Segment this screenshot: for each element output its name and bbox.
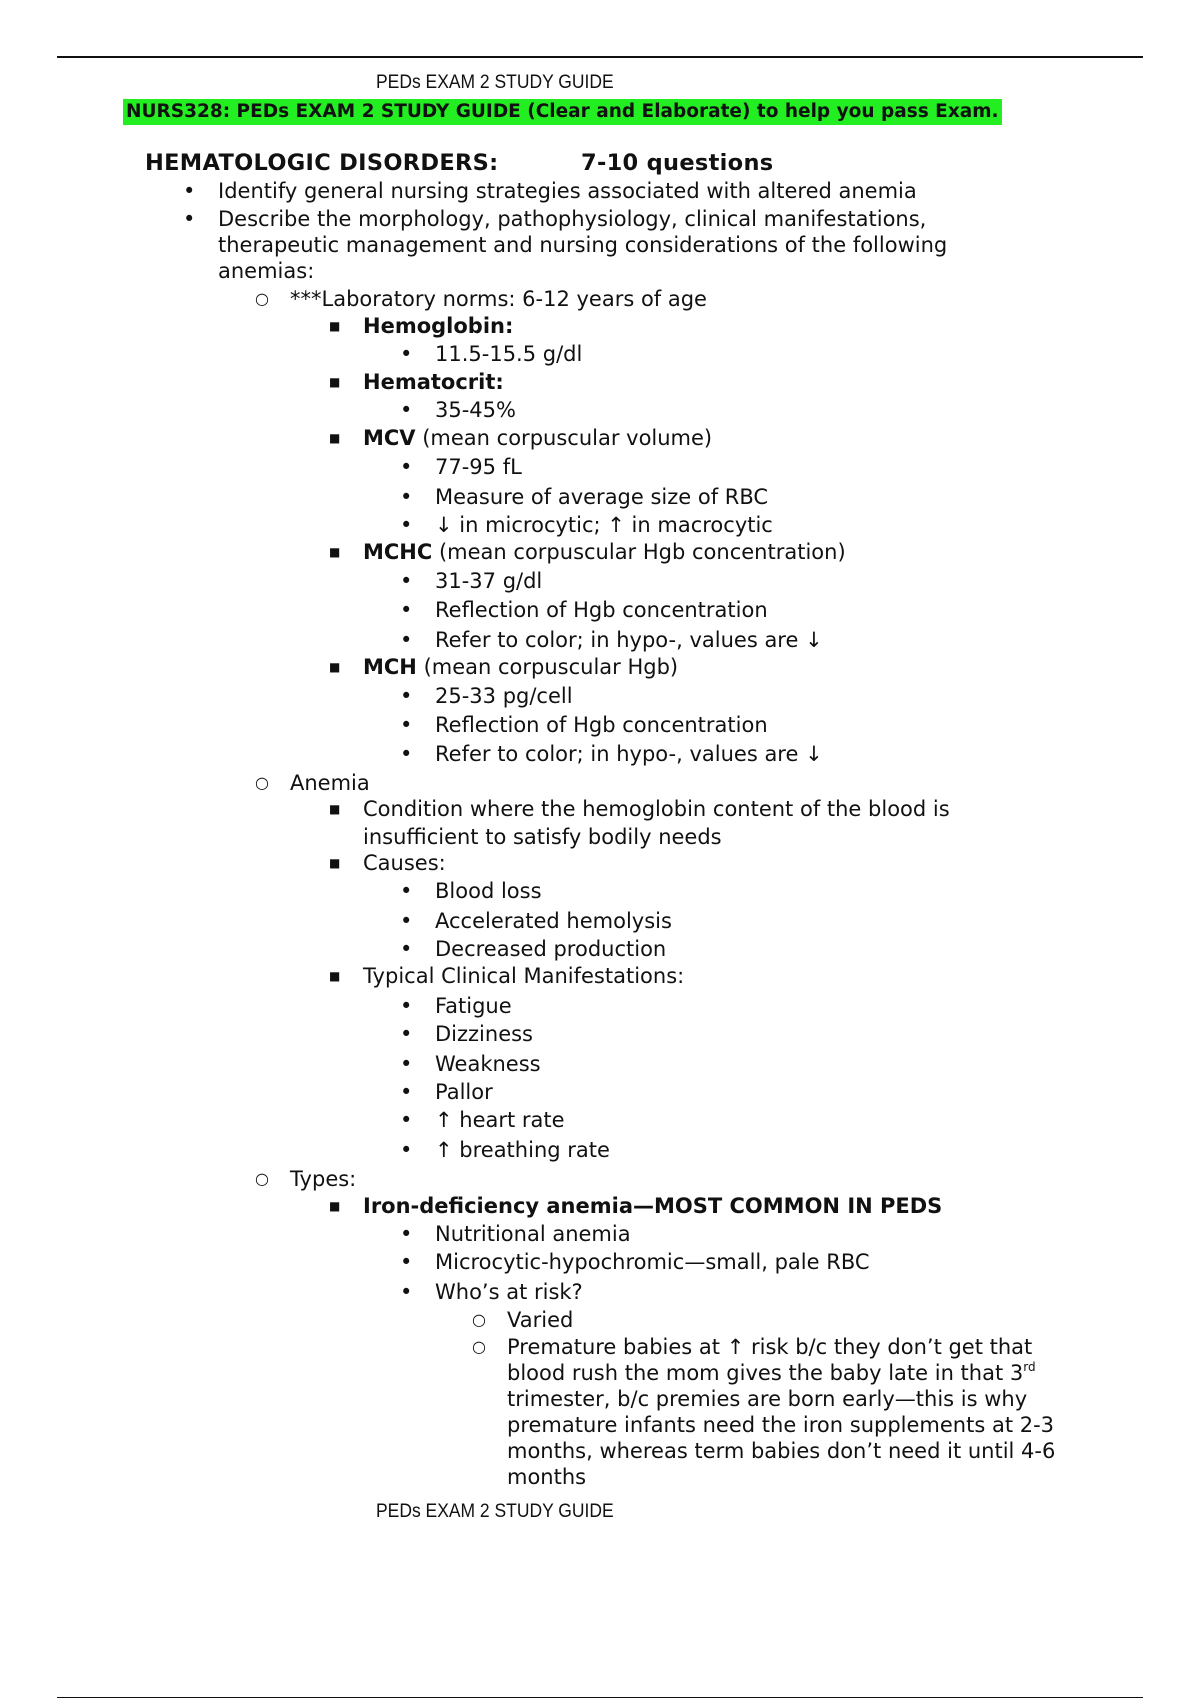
premature-text: months, whereas term babies don’t need it until 4-6 [507, 1439, 1056, 1463]
running-footer: PEDs EXAM 2 STUDY GUIDE [376, 1501, 614, 1522]
circle-bullet-icon: ○ [255, 773, 269, 792]
bullet-icon: • [400, 994, 413, 1018]
question-count: 7-10 questions [581, 150, 774, 176]
bullet-icon: • [400, 1138, 413, 1162]
bullet-text: anemias: [218, 259, 315, 283]
bullet-icon: • [400, 684, 413, 708]
square-bullet-icon: ■ [329, 969, 341, 983]
mchc-heading [363, 539, 846, 565]
risk-varied: Varied [507, 1308, 574, 1332]
cause-item: Blood loss [435, 879, 542, 903]
manifestation-item: ↑ breathing rate [435, 1138, 610, 1162]
manifestation-item: Pallor [435, 1080, 493, 1104]
bullet-icon: • [400, 455, 413, 479]
manifestation-item: Fatigue [435, 994, 512, 1018]
mchc-item: Refer to color; in hypo-, values are ↓ [435, 628, 823, 652]
bullet-icon: • [400, 398, 413, 422]
manifestation-item: Weakness [435, 1052, 541, 1076]
bullet-icon: • [400, 342, 413, 366]
hematocrit-label: Hematocrit: [363, 370, 504, 394]
bullet-icon: • [400, 628, 413, 652]
ida-item: Microcytic-hypochromic—small, pale RBC [435, 1250, 870, 1274]
bullet-icon: • [400, 1280, 413, 1304]
mchc-item: Reflection of Hgb concentration [435, 598, 768, 622]
ida-item: Who’s at risk? [435, 1280, 583, 1304]
circle-bullet-icon: ○ [472, 1310, 486, 1329]
highlighted-banner: NURS328: PEDs EXAM 2 STUDY GUIDE (Clear and Elaborate) to help you pass Exam. [123, 99, 1002, 125]
manifestation-item: Dizziness [435, 1022, 533, 1046]
bullet-icon: • [183, 207, 196, 231]
square-bullet-icon: ■ [329, 660, 341, 674]
hematocrit-value: 35-45% [435, 398, 516, 422]
bullet-icon: • [400, 879, 413, 903]
mcv-item: Measure of average size of RBC [435, 485, 769, 509]
premature-text: months [507, 1465, 587, 1489]
premature-text-2 [507, 1360, 1036, 1386]
ordinal-suffix: rd [1023, 1360, 1036, 1374]
bullet-icon: • [400, 569, 413, 593]
running-header: PEDs EXAM 2 STUDY GUIDE [376, 72, 614, 93]
bullet-icon: • [400, 1108, 413, 1132]
mch-heading [363, 654, 678, 680]
square-bullet-icon: ■ [329, 431, 341, 445]
mchc-label: MCHC [363, 540, 433, 564]
mch-item: Reflection of Hgb concentration [435, 713, 768, 737]
bullet-icon: • [400, 1250, 413, 1274]
bullet-icon: • [400, 1022, 413, 1046]
iron-deficiency-title: Iron-deficiency anemia—MOST COMMON IN PEDS [363, 1194, 943, 1218]
bullet-icon: • [400, 1222, 413, 1246]
mch-item: Refer to color; in hypo-, values are ↓ [435, 742, 823, 766]
premature-text: Premature babies at ↑ risk b/c they don’t get that [507, 1335, 1033, 1359]
bullet-icon: • [400, 742, 413, 766]
circle-bullet-icon: ○ [255, 289, 269, 308]
premature-text: premature infants need the iron supplements at 2-3 [507, 1413, 1055, 1437]
bullet-icon: • [183, 179, 196, 203]
bullet-text: therapeutic management and nursing considerations of the following [218, 233, 948, 257]
bullet-icon: • [400, 1080, 413, 1104]
cause-item: Accelerated hemolysis [435, 909, 672, 933]
bullet-icon: • [400, 909, 413, 933]
bullet-icon: • [400, 485, 413, 509]
mcv-item: ↓ in microcytic; ↑ in macrocytic [435, 513, 773, 537]
bottom-rule [57, 1697, 1143, 1698]
top-rule [57, 56, 1143, 58]
bullet-icon: • [400, 598, 413, 622]
square-bullet-icon: ■ [329, 375, 341, 389]
square-bullet-icon: ■ [329, 802, 341, 816]
types-label: Types: [290, 1167, 357, 1191]
ida-item: Nutritional anemia [435, 1222, 631, 1246]
mcv-desc: (mean corpuscular volume) [415, 426, 713, 450]
mchc-item: 31-37 g/dl [435, 569, 543, 593]
hemoglobin-value: 11.5-15.5 g/dl [435, 342, 583, 366]
bullet-icon: • [400, 513, 413, 537]
bullet-icon: • [400, 937, 413, 961]
cause-item: Decreased production [435, 937, 667, 961]
anemia-definition: Condition where the hemoglobin content of the blood is [363, 797, 950, 821]
bullet-text: Describe the morphology, pathophysiology, clinical manifestations, [218, 207, 927, 231]
causes-label: Causes: [363, 851, 446, 875]
premature-text: blood rush the mom gives the baby late in that 3 [507, 1361, 1024, 1385]
mch-desc: (mean corpuscular Hgb) [416, 655, 679, 679]
square-bullet-icon: ■ [329, 319, 341, 333]
mcv-item: 77-95 fL [435, 455, 522, 479]
lab-norms-intro: ***Laboratory norms: 6-12 years of age [290, 287, 707, 311]
mch-item: 25-33 pg/cell [435, 684, 573, 708]
section-heading [145, 150, 774, 176]
manifestation-item: ↑ heart rate [435, 1108, 565, 1132]
anemia-definition: insufficient to satisfy bodily needs [363, 825, 722, 849]
mch-label: MCH [363, 655, 417, 679]
bullet-icon: • [400, 1052, 413, 1076]
square-bullet-icon: ■ [329, 1199, 341, 1213]
section-title: HEMATOLOGIC DISORDERS: [145, 150, 499, 176]
premature-text: trimester, b/c premies are born early—this is why [507, 1387, 1028, 1411]
mcv-heading [363, 425, 712, 451]
square-bullet-icon: ■ [329, 856, 341, 870]
circle-bullet-icon: ○ [472, 1337, 486, 1356]
square-bullet-icon: ■ [329, 545, 341, 559]
mcv-label: MCV [363, 426, 416, 450]
circle-bullet-icon: ○ [255, 1169, 269, 1188]
bullet-icon: • [400, 713, 413, 737]
hemoglobin-label: Hemoglobin: [363, 314, 514, 338]
manifestations-label: Typical Clinical Manifestations: [363, 964, 685, 988]
anemia-label: Anemia [290, 771, 370, 795]
bullet-text: Identify general nursing strategies associated with altered anemia [218, 179, 917, 203]
mchc-desc: (mean corpuscular Hgb concentration) [432, 540, 846, 564]
